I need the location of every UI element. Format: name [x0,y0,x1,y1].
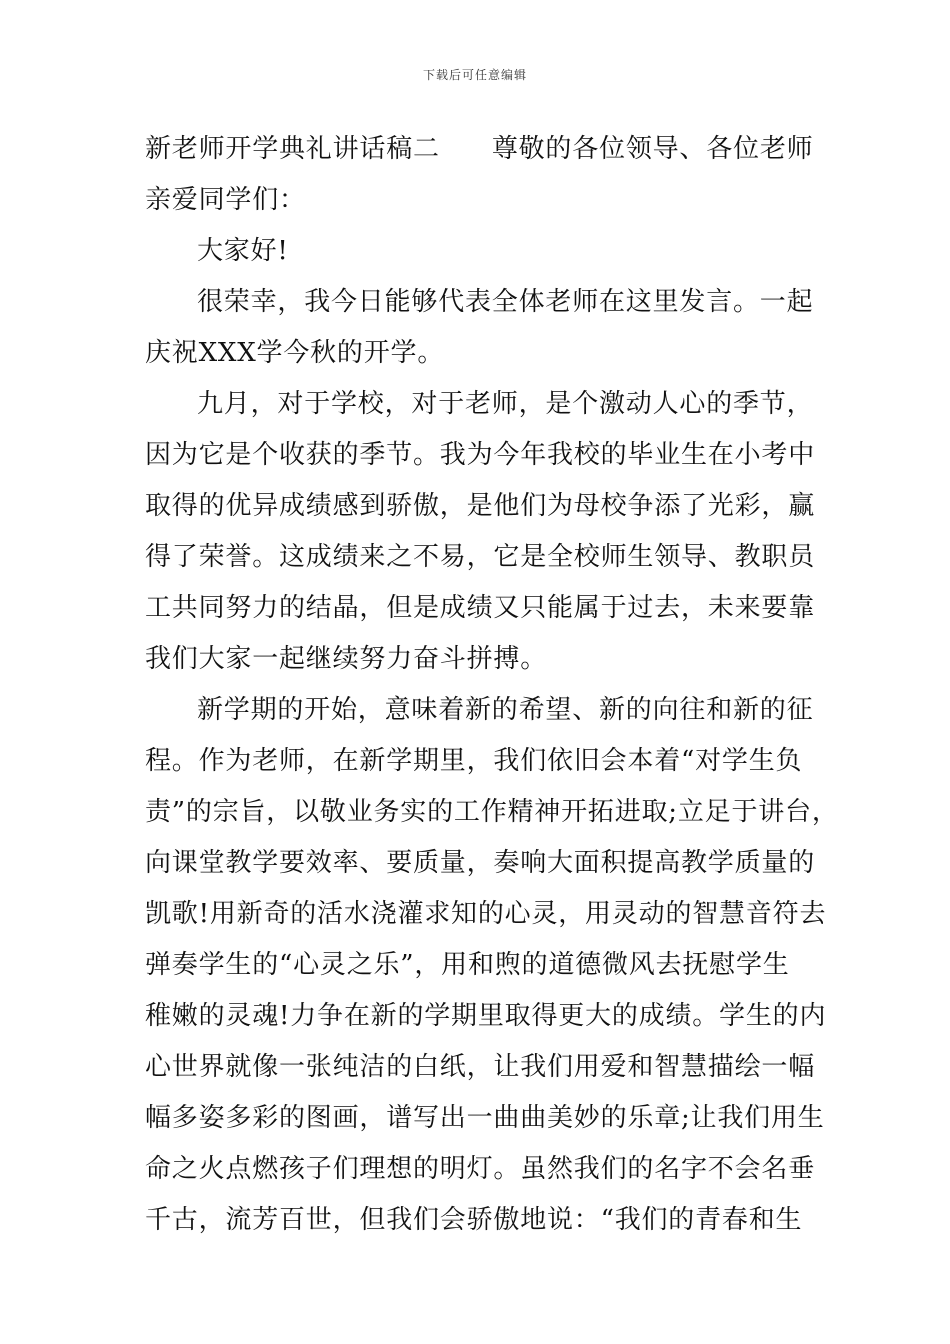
paragraph-2-line-6: 我们大家一起继续努力奋斗拼搏。 [145,644,548,674]
paragraph-3-line-9: 幅多姿多彩的图画，谱写出一曲曲美妙的乐章;让我们用生 [145,1103,825,1133]
paragraph-2-line-5: 工共同努力的结晶，但是成绩又只能属于过去，未来要靠 [145,593,816,623]
paragraph-1-line-2: 庆祝XXX学今秋的开学。 [145,338,445,368]
paragraph-3-line-6: 弹奏学生的“心灵之乐”，用和煦的道德微风去抚慰学生 [145,950,790,980]
paragraph-3-line-7: 稚嫩的灵魂!力争在新的学期里取得更大的成绩。学生的内 [145,1001,827,1031]
paragraph-1-line-1: 很荣幸，我今日能够代表全体老师在这里发言。一起 [197,287,814,317]
document-title: 新老师开学典礼讲话稿二 [145,134,440,164]
paragraph-2-line-4: 得了荣誉。这成绩来之不易，它是全校师生领导、教职员 [145,542,816,572]
title-line [145,124,814,175]
paragraph-2-line-1: 九月，对于学校，对于老师，是个激动人心的季节， [197,389,814,419]
paragraph-3-line-11: 千古，流芳百世，但我们会骄傲地说：“我们的青春和生 [145,1205,803,1235]
salutation-line-2: 亲爱同学们： [145,185,306,215]
document-body [145,124,839,1246]
greeting-line: 大家好! [197,236,289,266]
paragraph-3-line-4: 向课堂教学要效率、要质量，奏响大面积提高教学质量的 [145,848,816,878]
paragraph-3-line-5: 凯歌!用新奇的活水浇灌求知的心灵，用灵动的智慧音符去 [145,899,827,929]
paragraph-2-line-3: 取得的优异成绩感到骄傲，是他们为母校争添了光彩，赢 [145,491,816,521]
paragraph-3-line-1: 新学期的开始，意味着新的希望、新的向往和新的征 [197,695,814,725]
paragraph-2-line-2: 因为它是个收获的季节。我为今年我校的毕业生在小考中 [145,440,816,470]
paragraph-3-line-2: 程。作为老师，在新学期里，我们依旧会本着“对学生负 [145,746,803,776]
header-note: 下载后可任意编辑 [422,68,527,82]
paragraph-3-line-10: 命之火点燃孩子们理想的明灯。虽然我们的名字不会名垂 [145,1154,816,1184]
paragraph-3-line-3: 责”的宗旨，以敬业务实的工作精神开拓进取;立足于讲台， [145,797,839,827]
paragraph-3-line-8: 心世界就像一张纯洁的白纸，让我们用爱和智慧描绘一幅 [145,1052,816,1082]
salutation-line-1: 尊敬的各位领导、各位老师 [491,134,814,164]
